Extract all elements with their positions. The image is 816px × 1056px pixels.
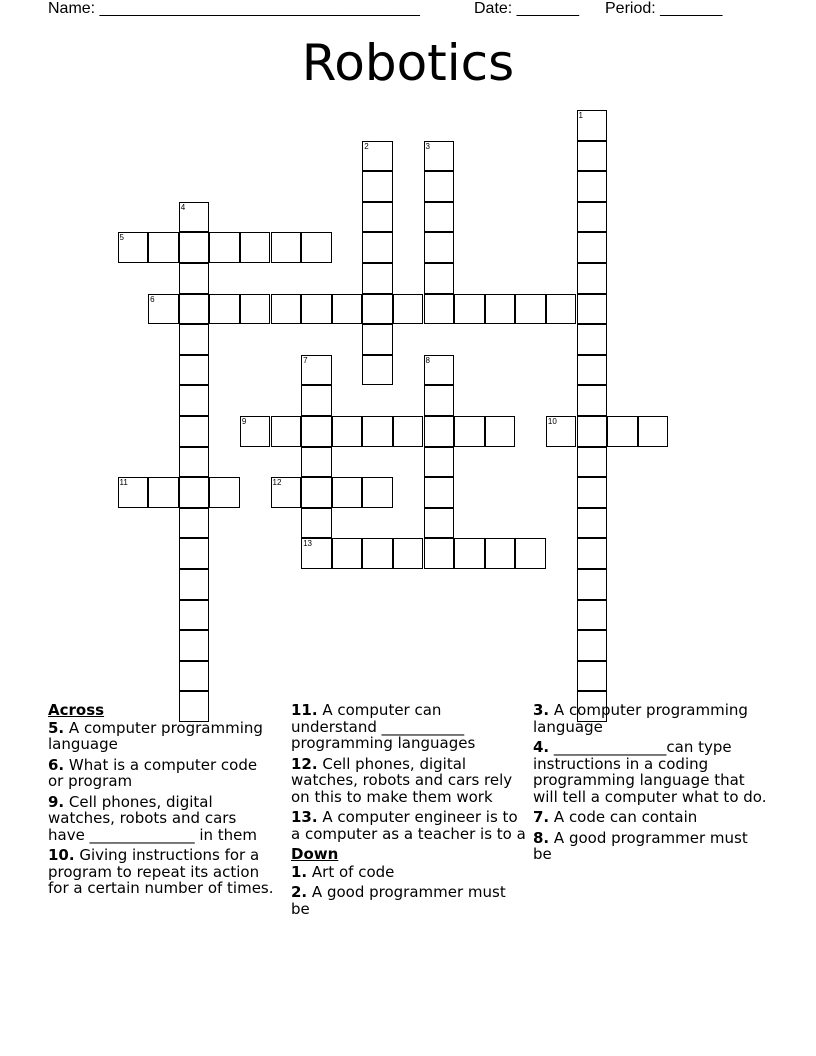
grid-cell[interactable]	[454, 294, 485, 325]
grid-cell[interactable]	[179, 202, 210, 233]
grid-cell[interactable]	[271, 477, 302, 508]
grid-cell[interactable]	[577, 661, 608, 692]
grid-cell[interactable]	[362, 232, 393, 263]
clue-across-5	[48, 720, 274, 753]
grid-cell[interactable]	[301, 232, 332, 263]
page-title: Robotics	[301, 34, 515, 92]
clue-down-7	[533, 809, 769, 826]
clue-number-label: 4	[180, 202, 186, 212]
grid-cell[interactable]	[577, 508, 608, 539]
grid-cell[interactable]	[638, 416, 669, 447]
grid-cell[interactable]	[179, 355, 210, 386]
grid-cell[interactable]	[424, 355, 455, 386]
clue-number: 3.	[533, 701, 550, 719]
grid-cell[interactable]	[577, 294, 608, 325]
grid-cell[interactable]	[240, 294, 271, 325]
clue-text: A computer engineer is to a computer as a teacher is to a	[291, 808, 526, 843]
grid-cell[interactable]	[577, 355, 608, 386]
grid-cell[interactable]	[485, 294, 516, 325]
clue-number: 8.	[533, 828, 550, 847]
grid-cell[interactable]	[577, 447, 608, 478]
grid-cell[interactable]	[179, 508, 210, 539]
clue-number-label: 9	[241, 417, 247, 426]
clue-number-label: 1	[578, 111, 583, 120]
grid-cell[interactable]	[454, 538, 485, 569]
grid-cell[interactable]	[362, 141, 393, 172]
clue-number: 4.	[533, 738, 550, 756]
clue-across-10	[48, 847, 274, 897]
clue-number: 7.	[533, 808, 550, 826]
clue-across-13	[291, 809, 527, 842]
clue-number: 11.	[291, 701, 318, 719]
clue-number: 10.	[48, 846, 75, 864]
grid-cell[interactable]	[424, 477, 455, 508]
grid-cell[interactable]	[332, 416, 363, 447]
clue-down-4	[533, 739, 769, 805]
grid-cell[interactable]	[179, 538, 210, 569]
grid-cell[interactable]	[179, 600, 210, 631]
clue-down-8	[533, 830, 769, 863]
down-heading: Down	[291, 845, 339, 863]
grid-cell[interactable]	[577, 569, 608, 600]
clue-number: 9.	[48, 792, 65, 811]
grid-cell[interactable]	[424, 171, 455, 202]
grid-cell[interactable]	[301, 538, 332, 569]
grid-cell[interactable]	[179, 232, 210, 263]
clue-text: A good programmer must be	[533, 828, 748, 863]
clue-number-label: 5	[119, 233, 124, 243]
grid-cell[interactable]	[424, 232, 455, 263]
grid-cell[interactable]	[362, 416, 393, 447]
grid-cell[interactable]	[179, 477, 210, 508]
grid-cell[interactable]	[240, 416, 271, 447]
grid-cell[interactable]	[577, 385, 608, 416]
grid-cell[interactable]	[179, 569, 210, 600]
grid-cell[interactable]	[607, 416, 638, 447]
clue-number: 2.	[291, 883, 308, 901]
clue-across-12	[291, 756, 527, 806]
grid-cell[interactable]	[577, 202, 608, 233]
grid-cell[interactable]	[424, 141, 455, 172]
clue-text: Giving instructions for a program to repeat its action for a certain number of times.	[48, 846, 274, 897]
clue-column-1	[48, 702, 274, 901]
grid-cell[interactable]	[515, 294, 546, 325]
grid-cell[interactable]	[209, 477, 240, 508]
grid-cell[interactable]	[179, 630, 210, 661]
grid-cell[interactable]	[179, 294, 210, 325]
grid-cell[interactable]	[362, 477, 393, 508]
grid-cell[interactable]	[546, 416, 577, 447]
clue-text: Art of code	[307, 862, 395, 881]
grid-cell[interactable]	[577, 110, 608, 141]
grid-cell[interactable]	[301, 294, 332, 325]
clue-number: 13.	[291, 808, 318, 826]
grid-cell[interactable]	[332, 294, 363, 325]
clue-text: Cell phones, digital watches, robots and cars rely on this to make them work	[291, 754, 513, 806]
grid-cell[interactable]	[301, 477, 332, 508]
clue-number-label: 7	[303, 355, 308, 365]
grid-cell[interactable]	[179, 324, 210, 355]
grid-cell[interactable]	[454, 416, 485, 447]
clue-text: A good programmer must be	[291, 883, 506, 918]
grid-cell[interactable]	[577, 630, 608, 661]
grid-cell[interactable]	[148, 294, 179, 325]
grid-cell[interactable]	[424, 416, 455, 447]
grid-cell[interactable]	[362, 202, 393, 233]
grid-cell[interactable]	[179, 416, 210, 447]
clue-text: What is a computer code or program	[48, 755, 258, 790]
clue-number: 1.	[291, 862, 308, 881]
grid-cell[interactable]	[424, 294, 455, 325]
grid-cell[interactable]	[362, 355, 393, 386]
grid-cell[interactable]	[515, 538, 546, 569]
clue-number-label: 12	[272, 478, 282, 488]
clue-column-3	[533, 702, 769, 867]
grid-cell[interactable]	[577, 232, 608, 263]
grid-cell[interactable]	[577, 477, 608, 508]
grid-cell[interactable]	[577, 324, 608, 355]
grid-cell[interactable]	[209, 232, 240, 263]
grid-cell[interactable]	[362, 294, 393, 325]
grid-cell[interactable]	[362, 171, 393, 202]
grid-cell[interactable]	[577, 141, 608, 172]
grid-cell[interactable]	[301, 385, 332, 416]
grid-cell[interactable]	[393, 294, 424, 325]
grid-cell[interactable]	[546, 294, 577, 325]
clue-number: 12.	[291, 754, 318, 773]
grid-cell[interactable]	[362, 263, 393, 294]
grid-cell[interactable]	[577, 538, 608, 569]
grid-cell[interactable]	[118, 477, 149, 508]
clue-number: 6.	[48, 755, 65, 774]
clue-across-11	[291, 702, 527, 752]
grid-cell[interactable]	[148, 232, 179, 263]
clue-number-label: 10	[547, 417, 557, 426]
grid-cell[interactable]	[301, 447, 332, 478]
clue-down-2	[291, 884, 527, 917]
grid-cell[interactable]	[362, 324, 393, 355]
grid-cell[interactable]	[179, 263, 210, 294]
grid-cell[interactable]	[271, 294, 302, 325]
grid-cell[interactable]	[271, 416, 302, 447]
clue-down-3	[533, 702, 769, 735]
grid-cell[interactable]	[240, 232, 271, 263]
clue-across-9	[48, 794, 274, 844]
grid-cell[interactable]	[209, 294, 240, 325]
clue-number-label: 6	[150, 294, 155, 304]
clue-number-label: 2	[364, 141, 369, 151]
grid-cell[interactable]	[393, 416, 424, 447]
grid-cell[interactable]	[577, 416, 608, 447]
grid-cell[interactable]	[301, 416, 332, 447]
clue-number: 5.	[48, 718, 65, 737]
grid-cell[interactable]	[179, 661, 210, 692]
grid-cell[interactable]	[577, 263, 608, 294]
grid-cell[interactable]	[424, 263, 455, 294]
clue-number-label: 11	[119, 478, 128, 488]
clue-down-1	[291, 864, 527, 881]
name-field: Name: ____________________________________	[48, 0, 420, 17]
clue-column-2	[291, 702, 527, 921]
grid-cell[interactable]	[485, 538, 516, 569]
across-heading: Across	[48, 701, 105, 719]
clue-number-label: 3	[425, 141, 430, 151]
clue-text: A computer can understand ___________ programming languages	[291, 701, 476, 752]
grid-cell[interactable]	[424, 447, 455, 478]
clue-text: A computer programming language	[48, 718, 263, 753]
grid-cell[interactable]	[179, 385, 210, 416]
grid-cell[interactable]	[332, 477, 363, 508]
clue-number-label: 13	[303, 539, 312, 549]
grid-cell[interactable]	[118, 232, 149, 263]
grid-cell[interactable]	[424, 508, 455, 539]
grid-cell[interactable]	[393, 538, 424, 569]
grid-cell[interactable]	[271, 232, 302, 263]
clue-text: _______________can type instructions in a coding programming language that will tell a computer what to do.	[533, 738, 767, 806]
grid-cell[interactable]	[577, 171, 608, 202]
grid-cell[interactable]	[179, 447, 210, 478]
grid-cell[interactable]	[424, 202, 455, 233]
clue-across-6	[48, 757, 274, 790]
grid-cell[interactable]	[424, 538, 455, 569]
grid-cell[interactable]	[577, 600, 608, 631]
grid-cell[interactable]	[301, 508, 332, 539]
clue-text: A computer programming language	[533, 701, 748, 736]
grid-cell[interactable]	[332, 538, 363, 569]
clue-number-label: 8	[425, 355, 430, 365]
period-field: Period: _______	[605, 0, 723, 17]
clue-text: Cell phones, digital watches, robots and cars have ______________ in them	[48, 792, 258, 844]
grid-cell[interactable]	[148, 477, 179, 508]
grid-cell[interactable]	[485, 416, 516, 447]
clue-text: A code can contain	[549, 808, 698, 826]
grid-cell[interactable]	[424, 385, 455, 416]
grid-cell[interactable]	[301, 355, 332, 386]
date-field: Date: _______	[474, 0, 579, 17]
grid-cell[interactable]	[362, 538, 393, 569]
